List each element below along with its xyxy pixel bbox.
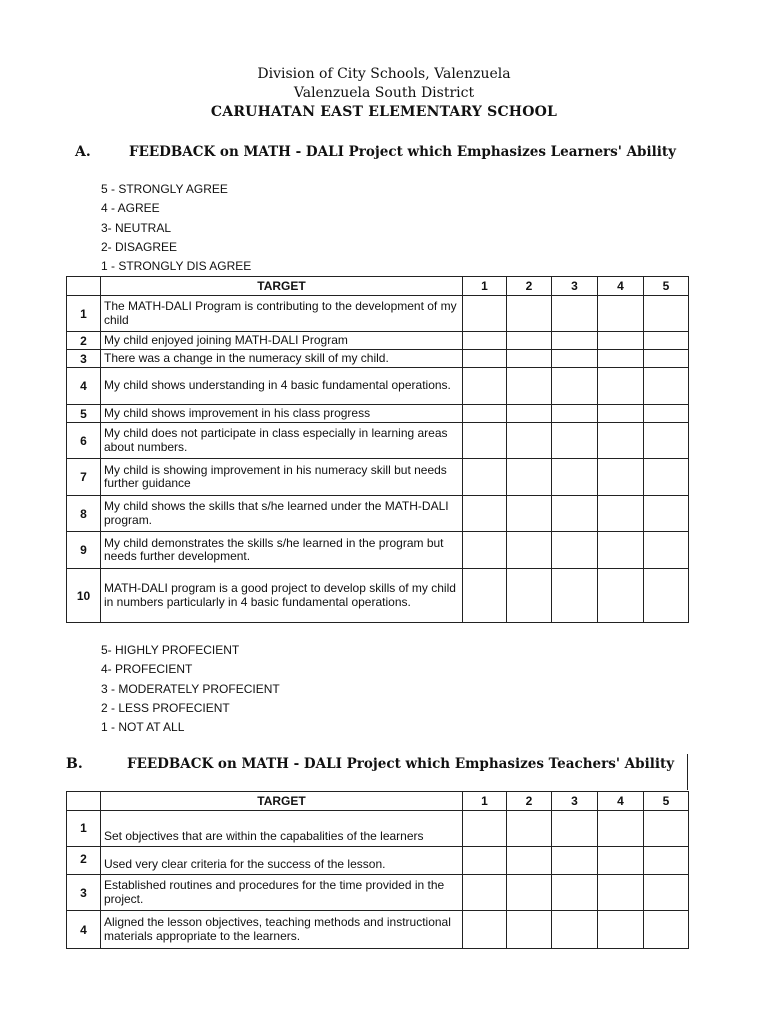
row-statement: Set objectives that are within the capabalities of the learners (101, 811, 463, 847)
row-number: 2 (67, 847, 101, 875)
row-statement: Established routines and procedures for the time provided in the project. (101, 875, 463, 911)
rating-cell[interactable] (552, 569, 598, 623)
teachers-feedback-table (66, 791, 689, 949)
rating-cell[interactable] (644, 332, 689, 350)
rating-header: 5 (644, 277, 689, 296)
row-number: 3 (67, 875, 101, 911)
table-row (67, 569, 689, 623)
rating-cell[interactable] (644, 368, 689, 405)
rating-cell[interactable] (507, 532, 552, 569)
section-b-letter: B. (66, 756, 83, 772)
rating-cell[interactable] (463, 332, 507, 350)
rating-cell[interactable] (598, 847, 644, 875)
row-number: 4 (67, 368, 101, 405)
section-a-letter: A. (75, 144, 91, 160)
section-b-title: FEEDBACK on MATH - DALI Project which Emphasizes Teachers' Ability (127, 756, 675, 772)
rating-header: 5 (644, 792, 689, 811)
row-statement: My child does not participate in class especially in learning areas about numbers. (101, 423, 463, 459)
scale-item: 2 - LESS PROFECIENT (101, 700, 230, 715)
rating-cell[interactable] (644, 811, 689, 847)
table-row (67, 296, 689, 332)
row-statement: My child enjoyed joining MATH-DALI Program (101, 332, 463, 350)
row-statement: There was a change in the numeracy skill of my child. (101, 350, 463, 368)
rating-cell[interactable] (552, 350, 598, 368)
rating-cell[interactable] (598, 423, 644, 459)
rating-cell[interactable] (644, 423, 689, 459)
table-row (67, 532, 689, 569)
rating-cell[interactable] (598, 532, 644, 569)
row-number: 6 (67, 423, 101, 459)
rating-cell[interactable] (644, 496, 689, 532)
rating-cell[interactable] (598, 811, 644, 847)
row-statement: The MATH-DALI Program is contributing to the development of my child (101, 296, 463, 332)
rating-cell[interactable] (463, 811, 507, 847)
rating-cell[interactable] (552, 875, 598, 911)
rating-cell[interactable] (552, 532, 598, 569)
rating-cell[interactable] (644, 532, 689, 569)
rating-cell[interactable] (507, 405, 552, 423)
table-header-row (67, 277, 689, 296)
scale-item: 4 - AGREE (101, 201, 160, 216)
row-number: 1 (67, 811, 101, 847)
table-row (67, 423, 689, 459)
rating-cell[interactable] (552, 368, 598, 405)
rating-header: 3 (552, 277, 598, 296)
rating-cell[interactable] (463, 847, 507, 875)
learners-feedback-table (66, 276, 689, 623)
header-cell (67, 792, 101, 811)
row-statement: My child shows improvement in his class progress (101, 405, 463, 423)
row-number: 8 (67, 496, 101, 532)
rating-cell[interactable] (552, 296, 598, 332)
rating-header: 4 (598, 792, 644, 811)
rating-header: 1 (463, 792, 507, 811)
scale-item: 2- DISAGREE (101, 239, 178, 254)
table-row (67, 332, 689, 350)
rating-cell[interactable] (552, 847, 598, 875)
rating-cell[interactable] (644, 847, 689, 875)
rating-cell[interactable] (552, 405, 598, 423)
rating-cell[interactable] (552, 332, 598, 350)
table-row (67, 496, 689, 532)
rating-cell[interactable] (463, 423, 507, 459)
rating-cell[interactable] (598, 296, 644, 332)
section-a-title: FEEDBACK on MATH - DALI Project which Emphasizes Learners' Ability (129, 144, 676, 160)
rating-cell[interactable] (552, 459, 598, 496)
rating-cell[interactable] (552, 811, 598, 847)
rating-cell[interactable] (507, 332, 552, 350)
rating-header: 2 (507, 277, 552, 296)
rating-cell[interactable] (463, 296, 507, 332)
rating-cell[interactable] (507, 459, 552, 496)
rating-cell[interactable] (463, 350, 507, 368)
rating-cell[interactable] (598, 911, 644, 949)
rating-header: 2 (507, 792, 552, 811)
rating-cell[interactable] (598, 332, 644, 350)
rating-cell[interactable] (507, 875, 552, 911)
rating-header: 4 (598, 277, 644, 296)
rating-cell[interactable] (507, 296, 552, 332)
row-number: 10 (67, 569, 101, 623)
target-header: TARGET (101, 277, 463, 296)
rating-cell[interactable] (507, 368, 552, 405)
rating-cell[interactable] (644, 350, 689, 368)
row-number: 1 (67, 296, 101, 332)
row-statement: My child shows the skills that s/he learned under the MATH-DALI program. (101, 496, 463, 532)
rating-cell[interactable] (598, 496, 644, 532)
rating-cell[interactable] (507, 811, 552, 847)
rating-cell[interactable] (644, 875, 689, 911)
header-cell (67, 277, 101, 296)
row-number: 9 (67, 532, 101, 569)
rating-cell[interactable] (552, 496, 598, 532)
table-row (67, 811, 689, 847)
rating-cell[interactable] (507, 569, 552, 623)
row-statement: Aligned the lesson objectives, teaching methods and instructional materials appropriate to the learners. (101, 911, 463, 949)
scale-item: 4- PROFECIENT (101, 662, 193, 677)
rating-cell[interactable] (598, 405, 644, 423)
rating-cell[interactable] (644, 459, 689, 496)
rating-cell[interactable] (507, 496, 552, 532)
rating-cell[interactable] (644, 569, 689, 623)
agreement-scale-legend (101, 180, 251, 276)
rating-cell[interactable] (598, 569, 644, 623)
rating-cell[interactable] (552, 423, 598, 459)
row-number: 7 (67, 459, 101, 496)
scale-item: 3 - MODERATELY PROFECIENT (101, 681, 280, 696)
table-row (67, 875, 689, 911)
table-row (67, 350, 689, 368)
row-statement: Used very clear criteria for the success of the lesson. (101, 847, 463, 875)
table-header-row (67, 792, 689, 811)
table-row (67, 368, 689, 405)
table-row (67, 911, 689, 949)
rating-cell[interactable] (644, 296, 689, 332)
row-number: 3 (67, 350, 101, 368)
rating-cell[interactable] (463, 569, 507, 623)
row-statement: My child is showing improvement in his numeracy skill but needs further guidance (101, 459, 463, 496)
rating-cell[interactable] (507, 911, 552, 949)
row-statement: My child shows understanding in 4 basic fundamental operations. (101, 368, 463, 405)
rating-cell[interactable] (598, 368, 644, 405)
row-number: 4 (67, 911, 101, 949)
rating-cell[interactable] (463, 911, 507, 949)
rating-header: 1 (463, 277, 507, 296)
rating-cell[interactable] (598, 459, 644, 496)
rating-cell[interactable] (507, 847, 552, 875)
rating-cell[interactable] (463, 459, 507, 496)
rating-cell[interactable] (598, 350, 644, 368)
table-row (67, 405, 689, 423)
rating-cell[interactable] (507, 423, 552, 459)
scale-item: 5 - STRONGLY AGREE (101, 182, 228, 196)
rating-cell[interactable] (644, 911, 689, 949)
scale-item: 5- HIGHLY PROFECIENT (101, 643, 240, 657)
section-b-border-line (687, 754, 688, 790)
row-number: 5 (67, 405, 101, 423)
rating-cell[interactable] (598, 875, 644, 911)
target-header: TARGET (101, 792, 463, 811)
table-row (67, 847, 689, 875)
rating-cell[interactable] (552, 911, 598, 949)
scale-item: 3- NEUTRAL (101, 220, 172, 235)
rating-cell[interactable] (463, 532, 507, 569)
table-row (67, 459, 689, 496)
rating-cell[interactable] (463, 496, 507, 532)
scale-item: 1 - NOT AT ALL (101, 720, 185, 735)
rating-cell[interactable] (507, 350, 552, 368)
rating-cell[interactable] (463, 368, 507, 405)
proficiency-scale-legend (101, 641, 280, 737)
division-heading: Division of City Schools, Valenzuela (257, 66, 511, 82)
rating-cell[interactable] (463, 405, 507, 423)
school-heading: CARUHATAN EAST ELEMENTARY SCHOOL (210, 104, 558, 120)
district-heading: Valenzuela South District (293, 85, 475, 101)
rating-cell[interactable] (644, 405, 689, 423)
row-statement: MATH-DALI program is a good project to develop skills of my child in numbers particularly in 4 basic fundamental operations. (101, 569, 463, 623)
scale-item: 1 - STRONGLY DIS AGREE (101, 259, 252, 274)
rating-header: 3 (552, 792, 598, 811)
row-number: 2 (67, 332, 101, 350)
row-statement: My child demonstrates the skills s/he learned in the program but needs further development. (101, 532, 463, 569)
rating-cell[interactable] (463, 875, 507, 911)
